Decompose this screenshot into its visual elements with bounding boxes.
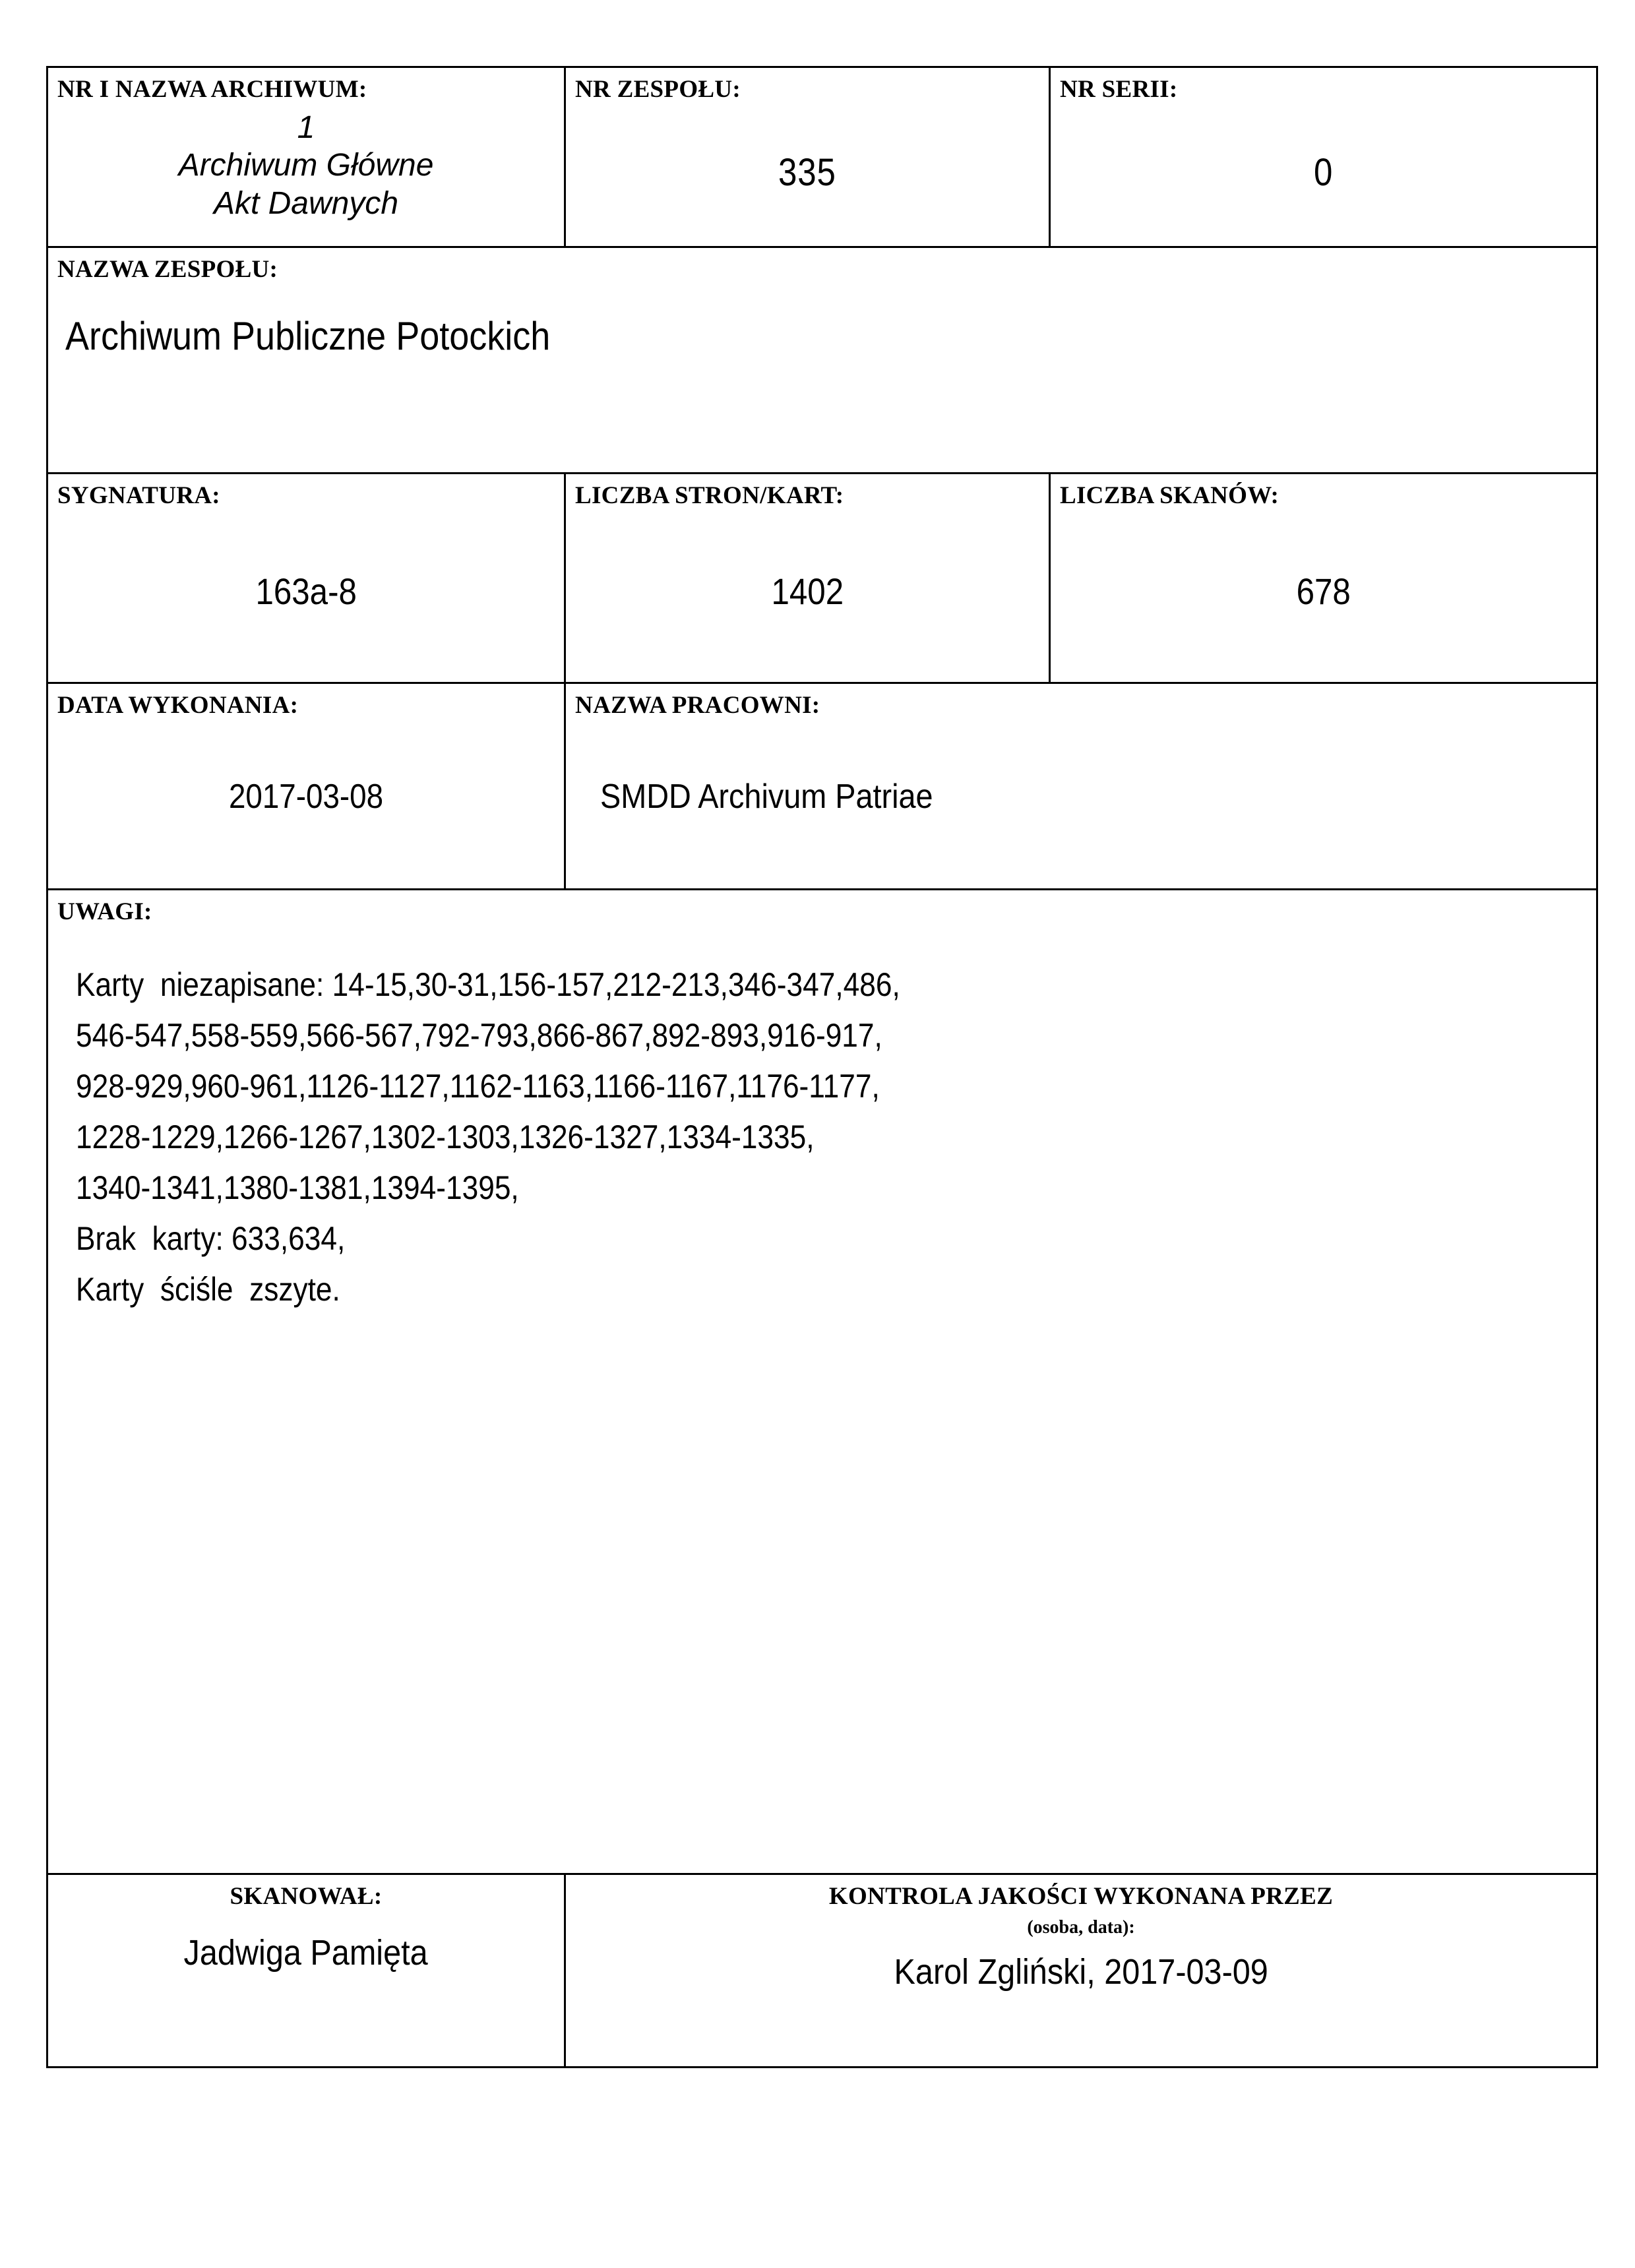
quality-control-value: Karol Zgliński, 2017-03-09	[894, 1951, 1268, 1992]
lab-name-label: NAZWA PRACOWNI:	[575, 692, 820, 719]
remarks-line-text: Karty niezapisane: 14-15,30-31,156-157,212-213,346-347,486,	[76, 965, 900, 1003]
archive-label: NR I NAZWA ARCHIWUM:	[57, 76, 367, 103]
remarks-line-text: 1340-1341,1380-1381,1394-1395,	[76, 1169, 519, 1206]
table-row-counts	[47, 474, 1597, 683]
cell-signature	[47, 474, 565, 683]
cell-fonds-name	[47, 247, 1597, 474]
remarks-label: UWAGI:	[57, 898, 152, 925]
table-row-remarks	[47, 890, 1597, 1874]
remarks-line-text: 928-929,960-961,1126-1127,1162-1163,1166-1167,1176-1177,	[76, 1067, 880, 1105]
remarks-line-text: Karty ściśle zszyte.	[76, 1270, 340, 1308]
fonds-name-label: NAZWA ZESPOŁU:	[57, 256, 278, 283]
table-row-signatures	[47, 1874, 1597, 2068]
scan-count-label: LICZBA SKANÓW:	[1060, 482, 1280, 509]
remarks-line	[76, 1061, 1596, 1112]
table-row-execution	[47, 683, 1597, 890]
remarks-line	[76, 1213, 1596, 1264]
archive-name-line-2: Akt Dawnych	[213, 186, 399, 222]
page-count-label: LICZBA STRON/KART:	[575, 482, 844, 509]
remarks-line	[76, 1163, 1596, 1213]
remarks-text	[76, 960, 1596, 1315]
execution-date-value: 2017-03-08	[228, 777, 384, 816]
cell-scanned-by	[47, 1874, 565, 2068]
scanned-by-value: Jadwiga Pamięta	[183, 1932, 429, 1973]
execution-date-label: DATA WYKONANIA:	[57, 692, 299, 719]
cell-archive-identity	[47, 67, 565, 247]
fonds-number-value: 335	[778, 150, 836, 194]
remarks-line-text: 1228-1229,1266-1267,1302-1303,1326-1327,1334-1335,	[76, 1118, 815, 1155]
quality-control-label: KONTROLA JAKOŚCI WYKONANA PRZEZ	[828, 1883, 1334, 1910]
fonds-number-label: NR ZESPOŁU:	[575, 76, 741, 103]
remarks-line-text: Brak karty: 633,634,	[76, 1219, 346, 1257]
cell-remarks	[47, 890, 1597, 1874]
archive-name-line-1: Archiwum Główne	[178, 147, 434, 183]
quality-control-sublabel: (osoba, data):	[1027, 1916, 1135, 1938]
remarks-line-text: 546-547,558-559,566-567,792-793,866-867,892-893,916-917,	[76, 1016, 882, 1054]
cell-page-count	[565, 474, 1050, 683]
remarks-line	[76, 1264, 1596, 1315]
cell-series-number	[1050, 67, 1597, 247]
fonds-name-value: Archiwum Publiczne Potockich	[65, 313, 551, 358]
signature-label: SYGNATURA:	[57, 482, 220, 509]
remarks-line	[76, 1112, 1596, 1163]
cell-fonds-number	[565, 67, 1050, 247]
table-row-fonds-name	[47, 247, 1597, 474]
scan-count-value: 678	[1296, 570, 1351, 612]
cell-quality-control	[565, 1874, 1597, 2068]
remarks-line	[76, 1010, 1596, 1061]
page-count-value: 1402	[771, 570, 844, 612]
remarks-line	[76, 960, 1596, 1010]
series-number-label: NR SERII:	[1060, 76, 1178, 103]
lab-name-value: SMDD Archivum Patriae	[600, 777, 933, 816]
series-number-value: 0	[1313, 150, 1334, 194]
archive-name-value	[48, 146, 564, 224]
cell-lab-name	[565, 683, 1597, 890]
archive-number-value: 1	[297, 109, 315, 145]
signature-value: 163a-8	[255, 570, 357, 612]
scanned-by-label: SKANOWAŁ:	[230, 1883, 383, 1910]
cell-scan-count	[1050, 474, 1597, 683]
table-row-archive	[47, 67, 1597, 247]
cell-execution-date	[47, 683, 565, 890]
scan-metadata-form	[46, 66, 1598, 2068]
